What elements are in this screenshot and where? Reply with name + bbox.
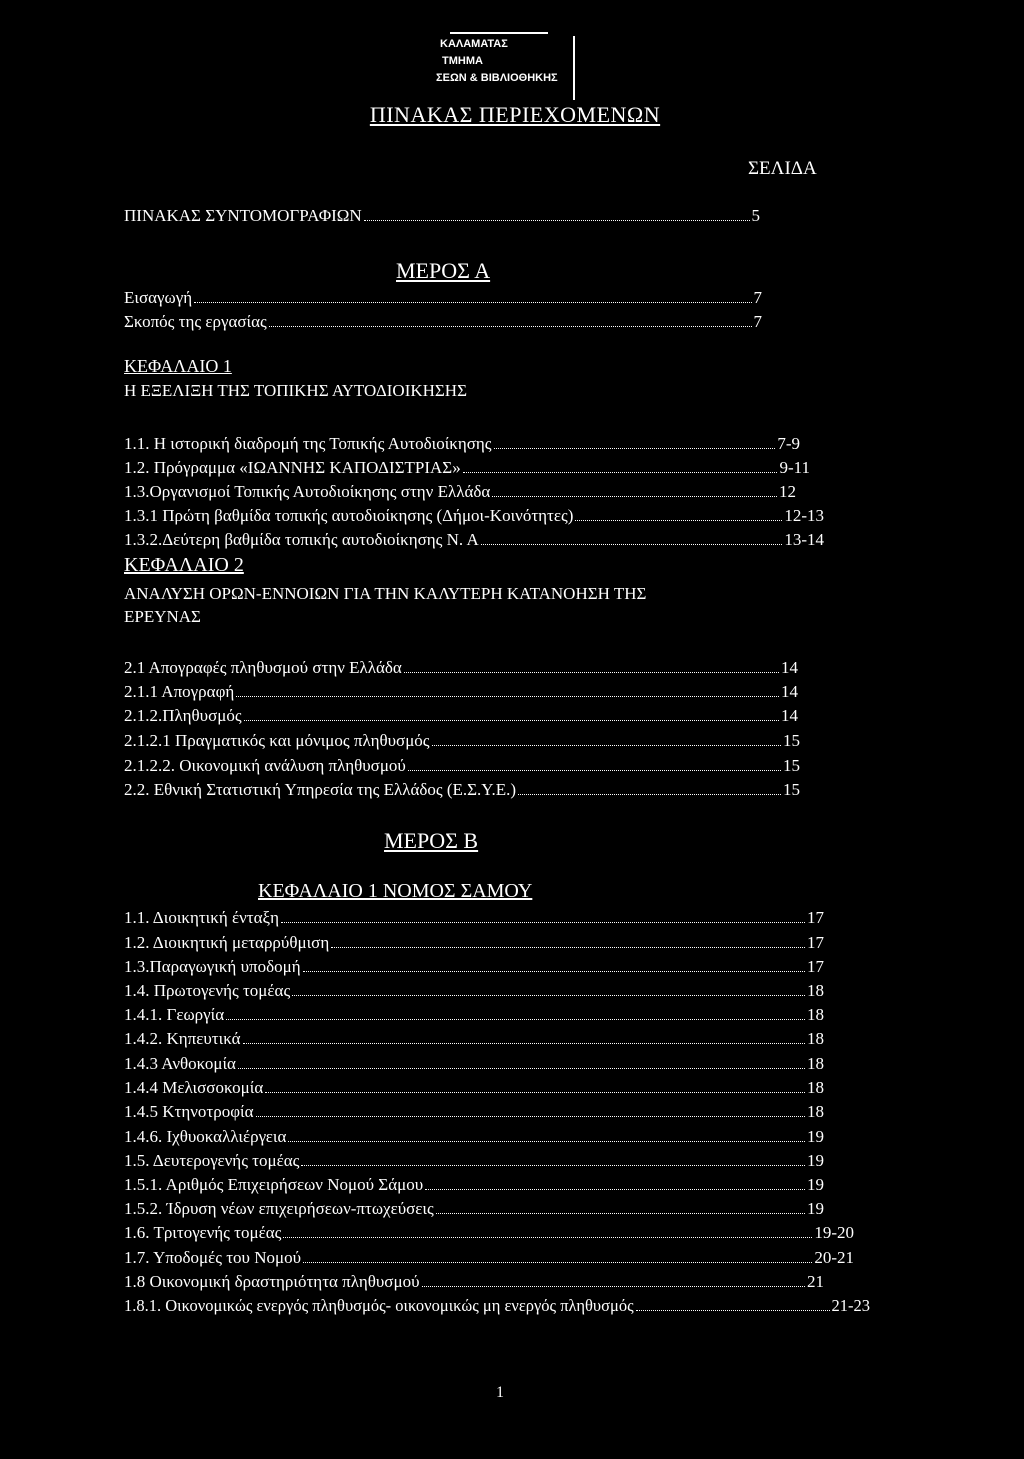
toc-entry-page: 14 xyxy=(781,658,798,677)
toc-entry-page: 18 xyxy=(807,981,824,1000)
toc-entry-page: 12 xyxy=(779,482,796,501)
leader-dots xyxy=(243,1043,805,1044)
part-b-chapter-1-heading: ΚΕΦΑΛΑΙΟ 1 ΝΟΜΟΣ ΣΑΜΟΥ xyxy=(258,880,533,902)
stamp-line-3: ΣΕΩΝ & ΒΙΒΛΙΟΘΗΚΗΣ xyxy=(436,72,558,84)
toc-entry-label: 1.3.2.Δεύτερη βαθμίδα τοπικής αυτοδιοίκησης Ν. Α xyxy=(124,530,479,549)
leader-dots xyxy=(518,794,781,795)
toc-entry-page: 18 xyxy=(807,1005,824,1024)
toc-entry[interactable] xyxy=(124,706,798,726)
leader-dots xyxy=(492,496,777,497)
toc-entry-label: 1.6. Τριτογενής τομέας xyxy=(124,1223,282,1242)
toc-entry[interactable] xyxy=(124,530,824,550)
toc-entry[interactable] xyxy=(124,1029,824,1049)
toc-entry[interactable] xyxy=(124,1175,824,1195)
leader-dots xyxy=(425,1189,805,1190)
leader-dots xyxy=(265,1092,805,1093)
page-column-header: ΣΕΛΙΔΑ xyxy=(748,158,817,179)
toc-entry-label: 1.4.6. Ιχθυοκαλλιέργεια xyxy=(124,1127,287,1146)
toc-entry-page: 21 xyxy=(807,1272,824,1291)
toc-entry-page: 15 xyxy=(783,780,800,799)
chapter-1-title: Η ΕΞΕΛΙΞΗ ΤΗΣ ΤΟΠΙΚΗΣ ΑΥΤΟΔΙΟΙΚΗΣΗΣ xyxy=(124,381,467,400)
toc-entry[interactable] xyxy=(124,1151,824,1171)
toc-entry-page: 5 xyxy=(751,206,760,225)
leader-dots xyxy=(256,1116,805,1117)
toc-entry-page: 19-20 xyxy=(814,1223,854,1242)
toc-entry-page: 17 xyxy=(807,908,824,927)
stamp-line-2: ΤΜΗΜΑ xyxy=(442,55,483,67)
toc-entry-page: 14 xyxy=(781,682,798,701)
toc-entry-label: ΠΙΝΑΚΑΣ ΣΥΝΤΟΜΟΓΡΑΦΙΩΝ xyxy=(124,206,362,225)
toc-entry-page: 19 xyxy=(807,1127,824,1146)
toc-entry[interactable] xyxy=(124,312,762,332)
stamp-rule xyxy=(573,36,575,100)
toc-entry-page: 21-23 xyxy=(831,1296,870,1315)
toc-entry-label: 1.4.1. Γεωργία xyxy=(124,1005,225,1024)
leader-dots xyxy=(575,520,782,521)
toc-entry-page: 17 xyxy=(807,933,824,952)
toc-entry[interactable] xyxy=(124,682,798,702)
toc-entry-label: 2.1.2.1 Πραγματικός και μόνιμος πληθυσμός xyxy=(124,731,430,750)
toc-entry-label: 1.4.5 Κτηνοτροφία xyxy=(124,1102,254,1121)
toc-entry-label: 1.5.2. Ίδρυση νέων επιχειρήσεων-πτωχεύσεις xyxy=(124,1199,434,1218)
chapter-2-title-line-1: ΑΝΑΛΥΣΗ ΟΡΩΝ-ΕΝΝΟΙΩΝ ΓΙΑ ΤΗΝ ΚΑΛΥΤΕΡΗ ΚΑΤΑΝΟΗΣΗ ΤΗΣ xyxy=(124,584,647,603)
toc-entry-label: 2.1 Απογραφές πληθυσμού στην Ελλάδα xyxy=(124,658,402,677)
toc-entry[interactable] xyxy=(124,288,762,308)
leader-dots xyxy=(422,1286,806,1287)
toc-entry[interactable] xyxy=(124,506,824,526)
toc-entry-label: 1.5. Δευτερογενής τομέας xyxy=(124,1151,300,1170)
chapter-2-heading: ΚΕΦΑΛΑΙΟ 2 xyxy=(124,554,244,576)
toc-entry[interactable] xyxy=(124,1102,824,1122)
toc-entry-label: 1.4.2. Κηπευτικά xyxy=(124,1029,241,1048)
toc-entry-page: 7 xyxy=(753,312,762,331)
leader-dots xyxy=(331,947,805,948)
leader-dots xyxy=(303,971,805,972)
toc-entry[interactable] xyxy=(124,1127,824,1147)
toc-entry-label: 2.1.2.2. Οικονομική ανάλυση πληθυσμού xyxy=(124,756,406,775)
leader-dots xyxy=(481,544,783,545)
leader-dots xyxy=(194,302,751,303)
leader-dots xyxy=(364,220,750,221)
toc-entry[interactable] xyxy=(124,780,800,800)
toc-entry[interactable] xyxy=(124,1272,824,1292)
toc-entry-label: 1.5.1. Αριθμός Επιχειρήσεων Νομού Σάμου xyxy=(124,1175,424,1194)
toc-entry-label: 1.3.Οργανισμοί Τοπικής Αυτοδιοίκησης στην Ελλάδα xyxy=(124,482,491,501)
toc-entry-page: 17 xyxy=(807,957,824,976)
leader-dots xyxy=(281,922,805,923)
toc-entry-label: 1.4. Πρωτογενής τομέας xyxy=(124,981,291,1000)
toc-entry-page: 12-13 xyxy=(784,506,824,525)
toc-entry[interactable] xyxy=(124,434,800,454)
toc-entry-label: 1.7. Υποδομές του Νομού xyxy=(124,1248,302,1267)
toc-entry-page: 7-9 xyxy=(777,434,800,453)
stamp-line-1: ΚΑΛΑΜΑΤΑΣ xyxy=(440,38,508,50)
toc-entry-label: 1.4.3 Ανθοκομία xyxy=(124,1054,236,1073)
toc-entry[interactable] xyxy=(124,482,796,502)
part-b-heading: ΜΕΡΟΣ Β xyxy=(384,828,479,853)
part-a-heading: ΜΕΡΟΣ Α xyxy=(396,258,491,283)
toc-entry-page: 19 xyxy=(807,1151,824,1170)
toc-entry-page: 18 xyxy=(807,1054,824,1073)
toc-entry[interactable] xyxy=(124,1005,824,1025)
toc-entry-page: 19 xyxy=(807,1175,824,1194)
stamp-rule-top xyxy=(450,32,548,34)
toc-entry-label: 1.2. Πρόγραμμα «ΙΩΑΝΝΗΣ ΚΑΠΟΔΙΣΤΡΙΑΣ» xyxy=(124,458,461,477)
toc-entry[interactable] xyxy=(124,1248,854,1268)
toc-entry-label: 1.8.1. Οικονομικώς ενεργός πληθυσμός- οικονομικώς μη ενεργός πληθυσμός xyxy=(124,1296,634,1315)
leader-dots xyxy=(494,448,776,449)
toc-entry[interactable] xyxy=(124,981,824,1001)
toc-entry-page: 18 xyxy=(807,1029,824,1048)
leader-dots xyxy=(463,472,778,473)
toc-entry-label: 2.2. Εθνική Στατιστική Υπηρεσία της Ελλάδος (Ε.Σ.Υ.Ε.) xyxy=(124,780,517,799)
leader-dots xyxy=(436,1213,805,1214)
toc-entry[interactable] xyxy=(124,1054,824,1074)
leader-dots xyxy=(636,1310,830,1311)
toc-entry[interactable] xyxy=(124,756,800,776)
leader-dots xyxy=(283,1237,812,1238)
leader-dots xyxy=(301,1165,805,1166)
leader-dots xyxy=(432,745,781,746)
toc-entry-label: 1.1. Διοικητική ένταξη xyxy=(124,908,279,927)
chapter-2-title-line-2: ΕΡΕΥΝΑΣ xyxy=(124,607,201,626)
toc-entry-label: 1.4.4 Μελισσοκομία xyxy=(124,1078,264,1097)
toc-entry-page: 18 xyxy=(807,1102,824,1121)
toc-entry-page: 20-21 xyxy=(814,1248,854,1267)
leader-dots xyxy=(269,326,752,327)
toc-entry[interactable] xyxy=(124,908,824,928)
toc-entry-label: Εισαγωγή xyxy=(124,288,193,307)
leader-dots xyxy=(244,720,779,721)
toc-entry-label: 1.3.1 Πρώτη βαθμίδα τοπικής αυτοδιοίκησης (Δήμοι-Κοινότητες) xyxy=(124,506,574,525)
leader-dots xyxy=(238,1068,805,1069)
toc-entry-page: 9-11 xyxy=(779,458,810,477)
toc-entry-page: 18 xyxy=(807,1078,824,1097)
toc-entry[interactable] xyxy=(124,458,810,478)
toc-entry[interactable] xyxy=(124,658,798,678)
leader-dots xyxy=(288,1141,805,1142)
toc-entry-page: 14 xyxy=(781,706,798,725)
leader-dots xyxy=(303,1262,812,1263)
toc-entry-label: 1.1. Η ιστορική διαδρομή της Τοπικής Αυτοδιοίκησης xyxy=(124,434,492,453)
toc-entry-page: 7 xyxy=(753,288,762,307)
toc-entry-label: 2.1.1 Απογραφή xyxy=(124,682,235,701)
toc-entry[interactable] xyxy=(124,1078,824,1098)
chapter-1-heading: ΚΕΦΑΛΑΙΟ 1 xyxy=(124,356,232,376)
leader-dots xyxy=(404,672,779,673)
leader-dots xyxy=(408,770,781,771)
toc-entry-page: 15 xyxy=(783,756,800,775)
toc-entry[interactable] xyxy=(124,957,824,977)
toc-entry[interactable] xyxy=(124,933,824,953)
leader-dots xyxy=(292,995,805,996)
toc-entry-label: 1.3.Παραγωγική υποδομή xyxy=(124,957,301,976)
toc-entry[interactable] xyxy=(124,731,800,751)
toc-entry-label: 2.1.2.Πληθυσμός xyxy=(124,706,242,725)
leader-dots xyxy=(236,696,779,697)
toc-entry[interactable] xyxy=(124,1223,854,1243)
toc-entry-page: 19 xyxy=(807,1199,824,1218)
library-stamp xyxy=(436,36,590,87)
toc-entry-abbreviations[interactable] xyxy=(124,206,760,226)
toc-entry-page: 15 xyxy=(783,731,800,750)
page-title: ΠΙΝΑΚΑΣ ΠΕΡΙΕΧΟΜΕΝΩΝ xyxy=(369,102,661,127)
toc-entry[interactable] xyxy=(124,1296,870,1316)
toc-entry-label: 1.2. Διοικητική μεταρρύθμιση xyxy=(124,933,330,952)
toc-entry-page: 13-14 xyxy=(784,530,824,549)
toc-entry-label: Σκοπός της εργασίας xyxy=(124,312,267,331)
toc-entry[interactable] xyxy=(124,1199,824,1219)
leader-dots xyxy=(226,1019,805,1020)
toc-entry-label: 1.8 Οικονομική δραστηριότητα πληθυσμού xyxy=(124,1272,420,1291)
page-number: 1 xyxy=(496,1384,504,1401)
